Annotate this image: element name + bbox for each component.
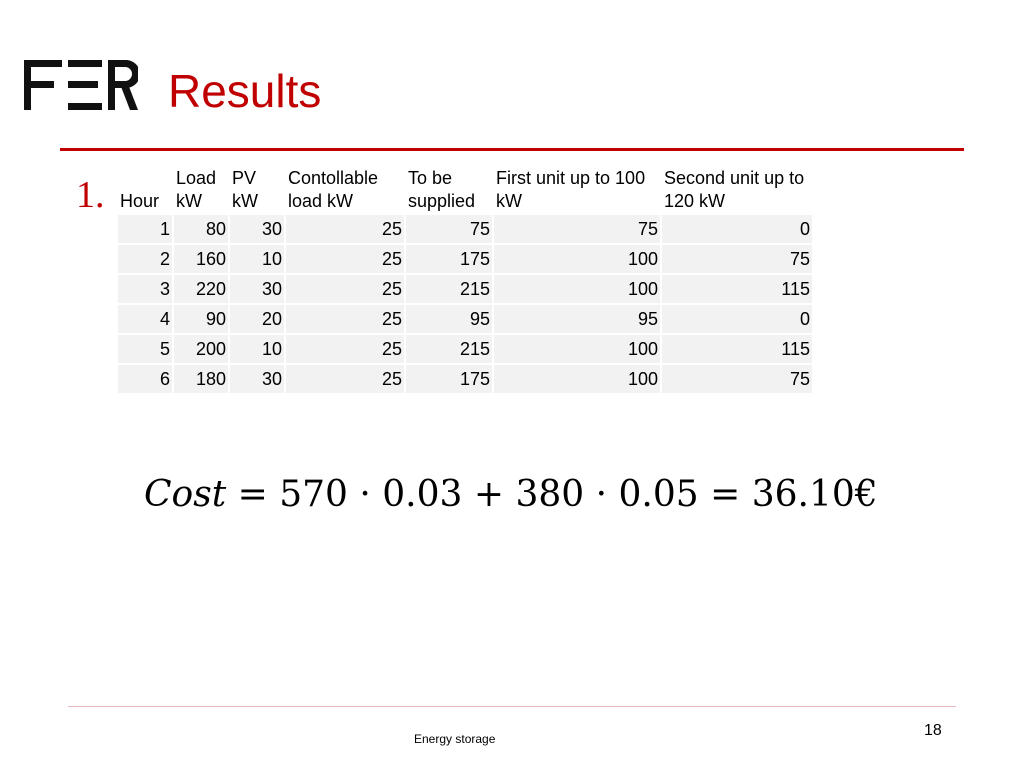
title-divider bbox=[60, 148, 964, 151]
table-cell: 4 bbox=[118, 305, 172, 333]
results-table bbox=[116, 164, 814, 395]
table-cell: 115 bbox=[662, 335, 812, 363]
table-cell: 100 bbox=[494, 365, 660, 393]
column-header-to-be-supplied: To be supplied bbox=[408, 168, 476, 211]
table-cell: 5 bbox=[118, 335, 172, 363]
table-cell: 0 bbox=[662, 305, 812, 333]
column-header-load: Load kW bbox=[176, 168, 217, 211]
table-cell: 175 bbox=[406, 245, 492, 273]
table-cell: 0 bbox=[662, 215, 812, 243]
column-header-second-unit: Second unit up to 120 kW bbox=[664, 168, 805, 211]
table-cell: 25 bbox=[286, 335, 404, 363]
column-header-hour: Hour bbox=[120, 191, 160, 211]
table-cell: 100 bbox=[494, 245, 660, 273]
table-cell: 100 bbox=[494, 275, 660, 303]
table-cell: 10 bbox=[230, 245, 284, 273]
column-header-first-unit: First unit up to 100 kW bbox=[496, 168, 646, 211]
formula-expression: = 570 · 0.03 + 380 · 0.05 = 36.10€ bbox=[226, 474, 878, 515]
table-cell: 75 bbox=[662, 245, 812, 273]
page-number: 18 bbox=[924, 722, 942, 739]
table-cell: 95 bbox=[406, 305, 492, 333]
column-header-pv: PV kW bbox=[232, 168, 258, 211]
slide-title: Results bbox=[168, 65, 322, 117]
footer-text: Energy storage bbox=[414, 732, 496, 746]
table-row bbox=[118, 335, 812, 363]
table-cell: 160 bbox=[174, 245, 228, 273]
table-row bbox=[118, 365, 812, 393]
table-cell: 80 bbox=[174, 215, 228, 243]
formula-variable: Cost bbox=[144, 474, 227, 515]
table-cell: 10 bbox=[230, 335, 284, 363]
table-cell: 200 bbox=[174, 335, 228, 363]
column-header-controllable-load: Contollable load kW bbox=[288, 168, 379, 211]
table-row bbox=[118, 275, 812, 303]
table-cell: 75 bbox=[494, 215, 660, 243]
table-header-row bbox=[118, 166, 812, 213]
table-row bbox=[118, 305, 812, 333]
table-cell: 175 bbox=[406, 365, 492, 393]
table-cell: 30 bbox=[230, 365, 284, 393]
fer-logo-icon bbox=[24, 60, 138, 110]
table-cell: 3 bbox=[118, 275, 172, 303]
table-cell: 6 bbox=[118, 365, 172, 393]
table-cell: 180 bbox=[174, 365, 228, 393]
list-item-number: 1. bbox=[76, 174, 105, 216]
table-cell: 75 bbox=[406, 215, 492, 243]
table-cell: 215 bbox=[406, 335, 492, 363]
table-cell: 100 bbox=[494, 335, 660, 363]
table-cell: 1 bbox=[118, 215, 172, 243]
table-cell: 25 bbox=[286, 215, 404, 243]
cost-formula bbox=[144, 474, 878, 515]
table-cell: 115 bbox=[662, 275, 812, 303]
table-cell: 30 bbox=[230, 275, 284, 303]
table-cell: 215 bbox=[406, 275, 492, 303]
table-cell: 30 bbox=[230, 215, 284, 243]
table-cell: 2 bbox=[118, 245, 172, 273]
table-cell: 75 bbox=[662, 365, 812, 393]
table-cell: 25 bbox=[286, 365, 404, 393]
table-cell: 25 bbox=[286, 245, 404, 273]
table-row bbox=[118, 245, 812, 273]
table-cell: 90 bbox=[174, 305, 228, 333]
table-row bbox=[118, 215, 812, 243]
table-cell: 220 bbox=[174, 275, 228, 303]
table-cell: 25 bbox=[286, 275, 404, 303]
table-cell: 25 bbox=[286, 305, 404, 333]
table-cell: 20 bbox=[230, 305, 284, 333]
footer-divider bbox=[68, 706, 956, 707]
table-cell: 95 bbox=[494, 305, 660, 333]
